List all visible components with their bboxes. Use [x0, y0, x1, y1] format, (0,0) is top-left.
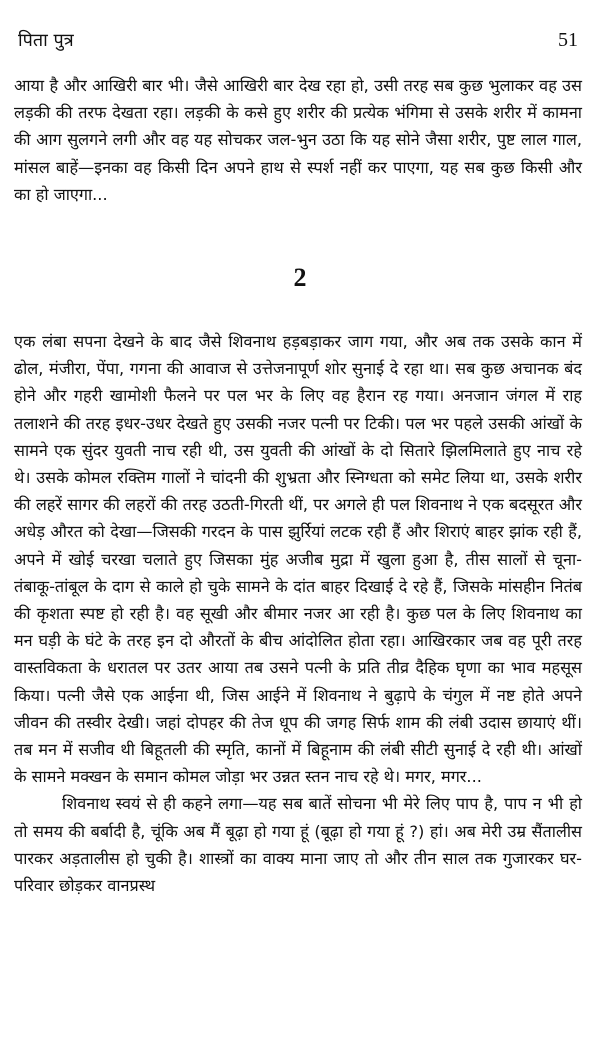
top-text-block: [14, 72, 582, 208]
page-number: 51: [558, 29, 578, 51]
chapter-body: [14, 328, 582, 899]
paragraph: एक लंबा सपना देखने के बाद जैसे शिवनाथ हड़बड़ाकर जाग गया, और अब तक उसके कान में ढोल, मंजीरा, पेंपा, गगना की आवाज से उत्तेजनापूर्ण शोर सुनाई दे रहा था। सब कुछ अचानक बंद होने और गहरी खामोशी फैलने पर पल भर के लिए वह हैरान रह गया। अनजान जंगल में राह तलाशने की तरह इधर-उधर देखते हुए उसकी नजर पत्नी पर टिकी। पल भर पहले उसकी आंखों के सामने एक सुंदर युवती नाच रही थी, उस युवती की आंखों के दो सितारे झिलमिलाते हुए नाच रहे थे। उसके कोमल रक्तिम गालों ने चांदनी की शुभ्रता और स्निग्धता को समेट लिया था, उसके शरीर की लहरें सागर की लहरों की तरह उठती-गिरती थीं, पर अगले ही पल शिवनाथ ने एक बदसूरत और अधेड़ औरत को देखा—जिसकी गरदन के पास झुर्रियां लटक रही हैं और शिराएं बाहर झांक रही हैं, अपने में खोई चरखा चलाते हुए जिसका मुंह अजीब मुद्रा में खुला हुआ है, तीस सालों से चूना-तंबाकू-तांबूल के दाग से काले हो चुके सामने के दांत बाहर दिखाई दे रहे हैं, जिसके मांसहीन नितंब की कृशता स्पष्ट हो रही है। वह सूखी और बीमार नजर आ रही है। कुछ पल के लिए शिवनाथ का मन घड़ी के घंटे के तरह इन दो औरतों के बीच आंदोलित होता रहा। आखिरकार जब वह पूरी तरह वास्तविकता के धरातल पर उतर आया तब उसने पत्नी के प्रति तीव्र दैहिक घृणा का भाव महसूस किया। पत्नी जैसे एक आईना थी, जिस आईने में शिवनाथ ने बुढ़ापे के चंगुल में नष्ट होते अपने जीवन की तस्वीर देखी। जहां दोपहर की तेज धूप की जगह सिर्फ शाम की लंबी उदास छायाएं थीं। तब मन में सजीव थी बिहूतली की स्मृति, कानों में बिहूनाम की लंबी सीटी सुनाई दे रही थी। आंखों के सामने मक्खन के समान कोमल जोड़ा भर उन्नत स्तन नाच रहे थे। मगर, मगर...: [14, 332, 582, 787]
chapter-number: 2: [293, 263, 307, 292]
page-header: [18, 28, 578, 52]
paragraph: शिवनाथ स्वयं से ही कहने लगा—यह सब बातें सोचना भी मेरे लिए पाप है, पाप न भी हो तो समय की बर्बादी है, चूंकि अब मैं बूढ़ा हो गया हूं (बूढ़ा हो गया हूं ?) हां। अब मेरी उम्र सैंतालीस पारकर अड़तालीस हो चुकी है। शास्त्रों का वाक्य माना जाए तो और तीन साल तक गुजारकर घर-परिवार छोड़कर वानप्रस्थ: [14, 794, 582, 896]
running-title: पिता पुत्र: [18, 30, 74, 51]
paragraph: आया है और आखिरी बार भी। जैसे आखिरी बार देख रहा हो, उसी तरह सब कुछ भुलाकर वह उस लड़की की तरफ देखता रहा। लड़की के कसे हुए शरीर की प्रत्येक भंगिमा से उसके शरीर में कामना की आग सुलगने लगी और वह यह सोचकर जल-भुन उठा कि यह सोने जैसा शरीर, पुष्ट लाल गाल, मांसल बाहें—इनका वह किसी दिन अपने हाथ से स्पर्श नहीं कर पाएगा, यह सब कुछ किसी और का हो जाएगा...: [14, 76, 582, 204]
